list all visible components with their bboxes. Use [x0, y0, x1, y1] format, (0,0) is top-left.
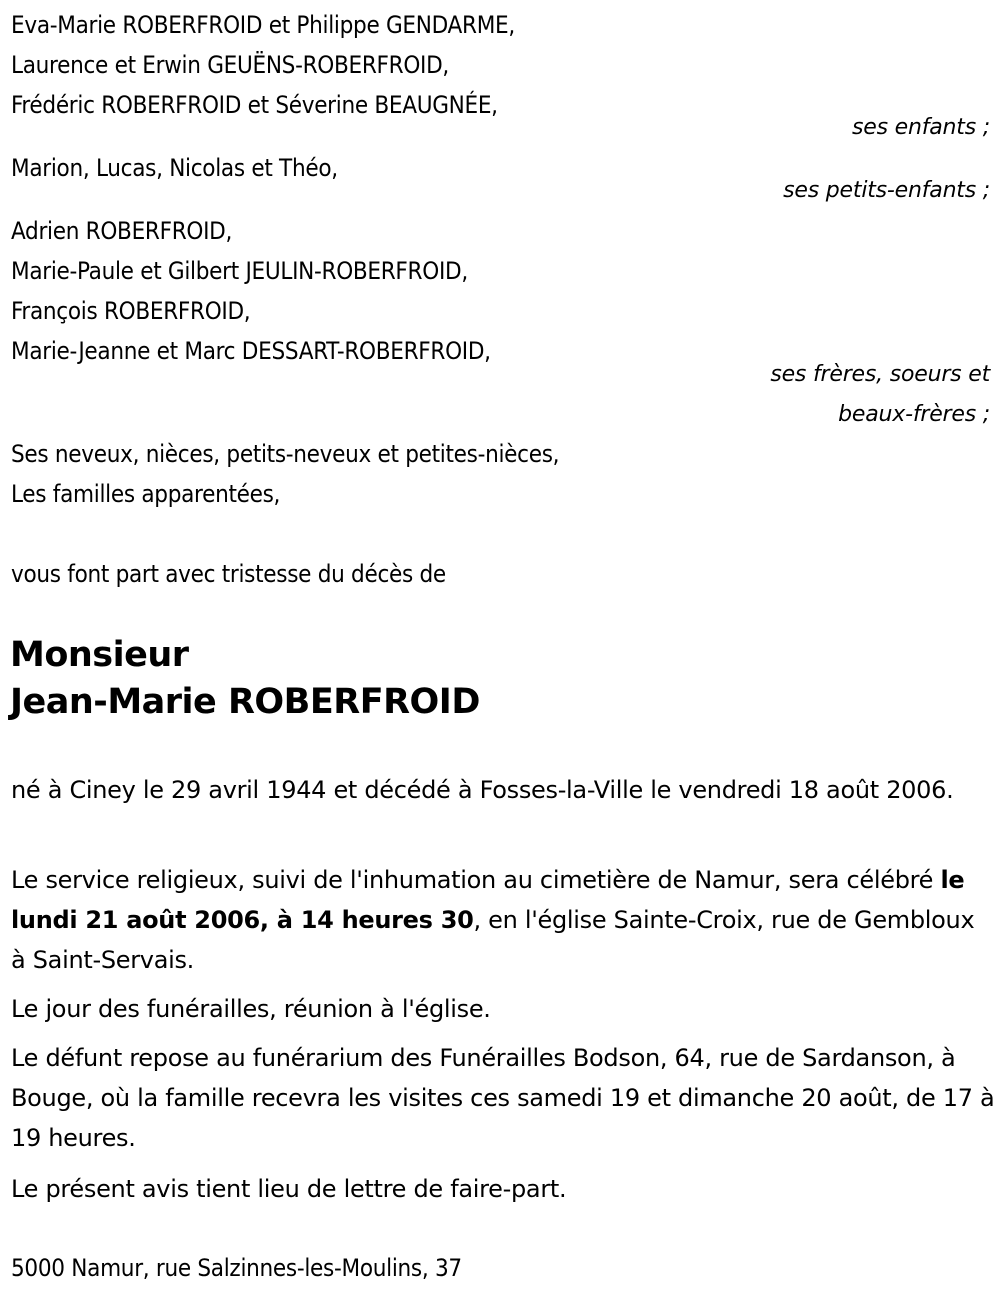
family-sibling-line: François ROBERFROID, — [11, 297, 251, 325]
visitation-paragraph: Le défunt repose au funérarium des Funérailles Bodson, 64, rue de Sardanson, à Bouge, où la famille recevra les visites ces samedi 19 et dimanche 20 août, de 17 à 19 heures. — [11, 1044, 995, 1152]
family-child-line: Eva-Marie ROBERFROID et Philippe GENDARME, — [11, 11, 515, 39]
announcement-text: vous font part avec tristesse du décès de — [11, 560, 446, 588]
service-date: le lundi 21 août 2006, à 14 heures 30 — [11, 866, 965, 934]
relation-children: ses enfants ; — [852, 115, 990, 140]
family-sibling-line: Marie-Paule et Gilbert JEULIN-ROBERFROID, — [11, 257, 468, 285]
meeting-paragraph: Le jour des funérailles, réunion à l'église. — [11, 995, 491, 1023]
family-others-line: Les familles apparentées, — [11, 480, 281, 508]
family-others-line: Ses neveux, nièces, petits-neveux et petites-nièces, — [11, 440, 560, 468]
service-paragraph — [11, 860, 996, 980]
family-child-line: Laurence et Erwin GEUËNS-ROBERFROID, — [11, 51, 449, 79]
service-text-after: , en l'église Sainte-Croix, rue de Gembloux à Saint-Servais. — [11, 906, 975, 974]
birth-death-paragraph: né à Ciney le 29 avril 1944 et décédé à Fosses-la-Ville le vendredi 18 août 2006. — [11, 776, 954, 804]
service-text-before: Le service religieux, suivi de l'inhumation au cimetière de Namur, sera célébré — [11, 866, 941, 894]
relation-siblings: beaux-frères ; — [838, 402, 990, 427]
family-sibling-line: Marie-Jeanne et Marc DESSART-ROBERFROID, — [11, 337, 491, 365]
family-child-line: Frédéric ROBERFROID et Séverine BEAUGNÉE, — [11, 91, 498, 119]
deceased-name: Jean-Marie ROBERFROID — [10, 682, 480, 722]
notice-paragraph: Le présent avis tient lieu de lettre de faire-part. — [11, 1175, 567, 1203]
deceased-title: Monsieur — [10, 635, 189, 675]
relation-siblings: ses frères, soeurs et — [770, 362, 990, 387]
family-address: 5000 Namur, rue Salzinnes-les-Moulins, 37 — [11, 1254, 462, 1282]
family-sibling-line: Adrien ROBERFROID, — [11, 217, 233, 245]
family-grandchildren-line: Marion, Lucas, Nicolas et Théo, — [11, 154, 338, 182]
relation-grandchildren: ses petits-enfants ; — [783, 178, 990, 203]
